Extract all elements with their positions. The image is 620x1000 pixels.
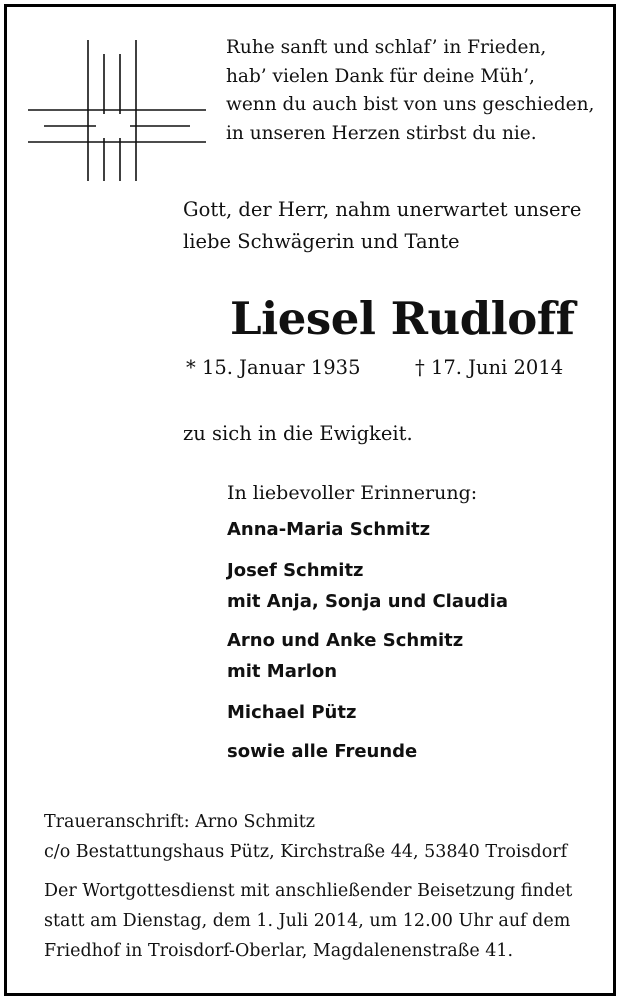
- memory-heading: In liebevoller Erinnerung:: [227, 482, 478, 504]
- poem-line: Ruhe sanft und schlaf’ in Frieden,: [226, 37, 547, 58]
- mourner-name: Michael Pütz: [227, 702, 357, 723]
- birth-date: * 15. Januar 1935: [186, 356, 361, 379]
- mourner-name: mit Anja, Sonja und Claudia: [227, 591, 509, 612]
- poem-line: wenn du auch bist von uns geschieden,: [226, 94, 595, 115]
- service-line: Der Wortgottesdienst mit anschließender Beisetzung findet: [44, 881, 573, 901]
- intro-line: Gott, der Herr, nahm unerwartet unsere: [183, 198, 582, 221]
- cross-icon: [26, 38, 208, 183]
- poem: [226, 34, 594, 148]
- poem-line: hab’ vielen Dank für deine Müh’,: [226, 65, 535, 87]
- intro-line: liebe Schwägerin und Tante: [183, 230, 460, 253]
- mourner-name: sowie alle Freunde: [227, 741, 418, 762]
- address-line: c/o Bestattungshaus Pütz, Kirchstraße 44, 53840 Troisdorf: [44, 842, 568, 862]
- mourner-name: Josef Schmitz: [227, 560, 364, 581]
- mourner-name: Arno und Anke Schmitz: [227, 630, 464, 651]
- eternity-text: zu sich in die Ewigkeit.: [183, 422, 413, 445]
- death-date: † 17. Juni 2014: [415, 356, 564, 379]
- address-line: Traueranschrift: Arno Schmitz: [44, 812, 316, 832]
- intro-text: [183, 194, 581, 258]
- mourner-name: Anna-Maria Schmitz: [227, 519, 431, 540]
- service-line: statt am Dienstag, dem 1. Juli 2014, um 12.00 Uhr auf dem: [44, 911, 571, 931]
- poem-line: in unseren Herzen stirbst du nie.: [226, 122, 537, 144]
- mourner-name: mit Marlon: [227, 661, 338, 682]
- deceased-name: Liesel Rudloff: [230, 292, 575, 345]
- service-line: Friedhof in Troisdorf-Oberlar, Magdalenenstraße 41.: [44, 941, 514, 961]
